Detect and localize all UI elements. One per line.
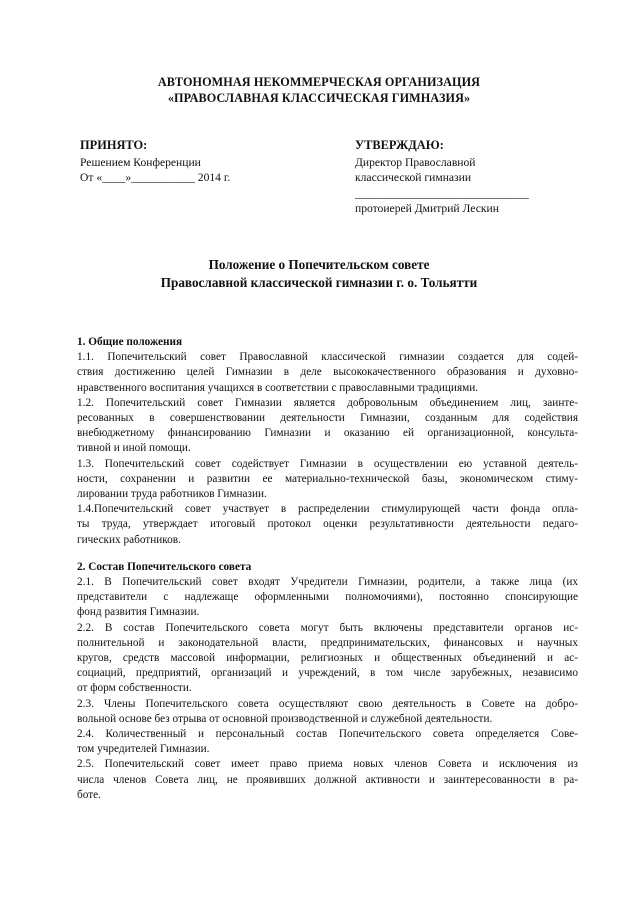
section-gap (77, 548, 578, 560)
section-1-line: тивной и иной помощи. (77, 442, 191, 455)
section-1-line: лировании труда работников Гимназии. (77, 488, 267, 501)
document-body (77, 335, 578, 803)
section-2-line: 2.4. Количественный и персональный состав Попечительского совета определяется Сове- (77, 728, 578, 741)
section-2-line: 2.2. В состав Попечительского совета могут быть включены представители органов ис- (77, 621, 578, 634)
approved-line: протоиерей Дмитрий Лескин (355, 202, 499, 215)
section-2-line: полнительной и законодательной власти, предпринимательских, финансовых и научных (77, 636, 578, 649)
approved-line: Директор Православной (355, 155, 476, 169)
section-2-line: от форм собственности. (77, 682, 192, 695)
accepted-line: От «____»___________ 2014 г. (80, 171, 231, 184)
section-1-line: ствия достижению целей Гимназии в деле высококачественного образования и духовно- (77, 366, 578, 379)
section-1-line: 1.3. Попечительский совет содействует Гимназии в осуществлении ею уставной деятель- (77, 457, 578, 470)
section-1-line: ности, сохранении и развитии ее материально-технической базы, экономическом стиму- (77, 472, 578, 485)
section-1-heading: 1. Общие положения (77, 336, 183, 348)
section-2-line: 2.5. Попечительский совет имеет право приема новых членов Совета и исключения из (77, 758, 578, 771)
section-1-line: 1.2. Попечительский совет Гимназии является добровольным объединением лиц, заинте- (77, 396, 578, 409)
section-1-line: гических работников. (77, 533, 181, 546)
section-2-line: боте. (77, 788, 101, 801)
section-2-line: том учредителей Гимназии. (77, 743, 210, 756)
section-2-line: 2.3. Члены Попечительского совета осуществляют свою деятельность в Совете на добро- (77, 697, 578, 710)
section-1-line: 1.4.Попечительский совет участвует в распределении стимулирующей части фонда опла- (77, 503, 578, 516)
organization-header-line-2: «ПРАВОСЛАВНАЯ КЛАССИЧЕСКАЯ ГИМНАЗИЯ» (167, 91, 471, 105)
document-title-line-1: Положение о Попечительском совете (208, 257, 430, 272)
accepted-heading: ПРИНЯТО: (80, 138, 148, 152)
section-1-line: внебюджетному финансированию Гимназии и оказанию ей организационной, консульта- (77, 427, 578, 440)
approved-block (355, 138, 529, 217)
organization-header (0, 74, 638, 106)
section-1-line: 1.1. Попечительский совет Православной классической гимназии создается для содей- (77, 351, 578, 364)
section-2-line: кругов, средств массовой информации, религиозных и общественных объединений и ас- (77, 652, 578, 665)
section-2-line: вольной основе без отрыва от основной производственной и служебной деятельности. (77, 712, 493, 725)
section-1-line: нравственного воспитания учащихся в соответствии с православными традициями. (77, 381, 479, 394)
section-1-line: ты труда, утверждает итоговый протокол оценки результативности деятельности педаго- (77, 518, 578, 531)
accepted-line: Решением Конференции (80, 155, 201, 169)
section-1-line: ресованных в совершенствовании деятельности Гимназии, созданным для содействия (77, 412, 578, 425)
approved-signature-line: ______________________________ (355, 186, 529, 200)
organization-header-line-1: АВТОНОМНАЯ НЕКОММЕРЧЕСКАЯ ОРГАНИЗАЦИЯ (157, 75, 481, 89)
document-title (0, 256, 638, 292)
section-2-line: фонд развития Гимназии. (77, 606, 200, 619)
approved-heading: УТВЕРЖДАЮ: (355, 138, 444, 152)
approved-line: классической гимназии (355, 171, 472, 184)
section-2-line: 2.1. В Попечительский совет входят Учредители Гимназии, родители, а также лица (их (77, 576, 578, 589)
section-2-line: представители с надлежаще оформленными полномочиями), постоянно спонсирующие (77, 591, 578, 604)
section-2-line: числа членов Совета лиц, не проявивших должной активности и заинтересованности в ра- (77, 773, 578, 786)
document-title-line-2: Православной классической гимназии г. о. Тольятти (160, 275, 478, 290)
section-2-heading: 2. Состав Попечительского совета (77, 560, 252, 573)
accepted-block (80, 138, 230, 186)
section-2-line: социаций, предприятий, организаций и учреждений, в том числе зарубежных, независимо (77, 667, 578, 680)
